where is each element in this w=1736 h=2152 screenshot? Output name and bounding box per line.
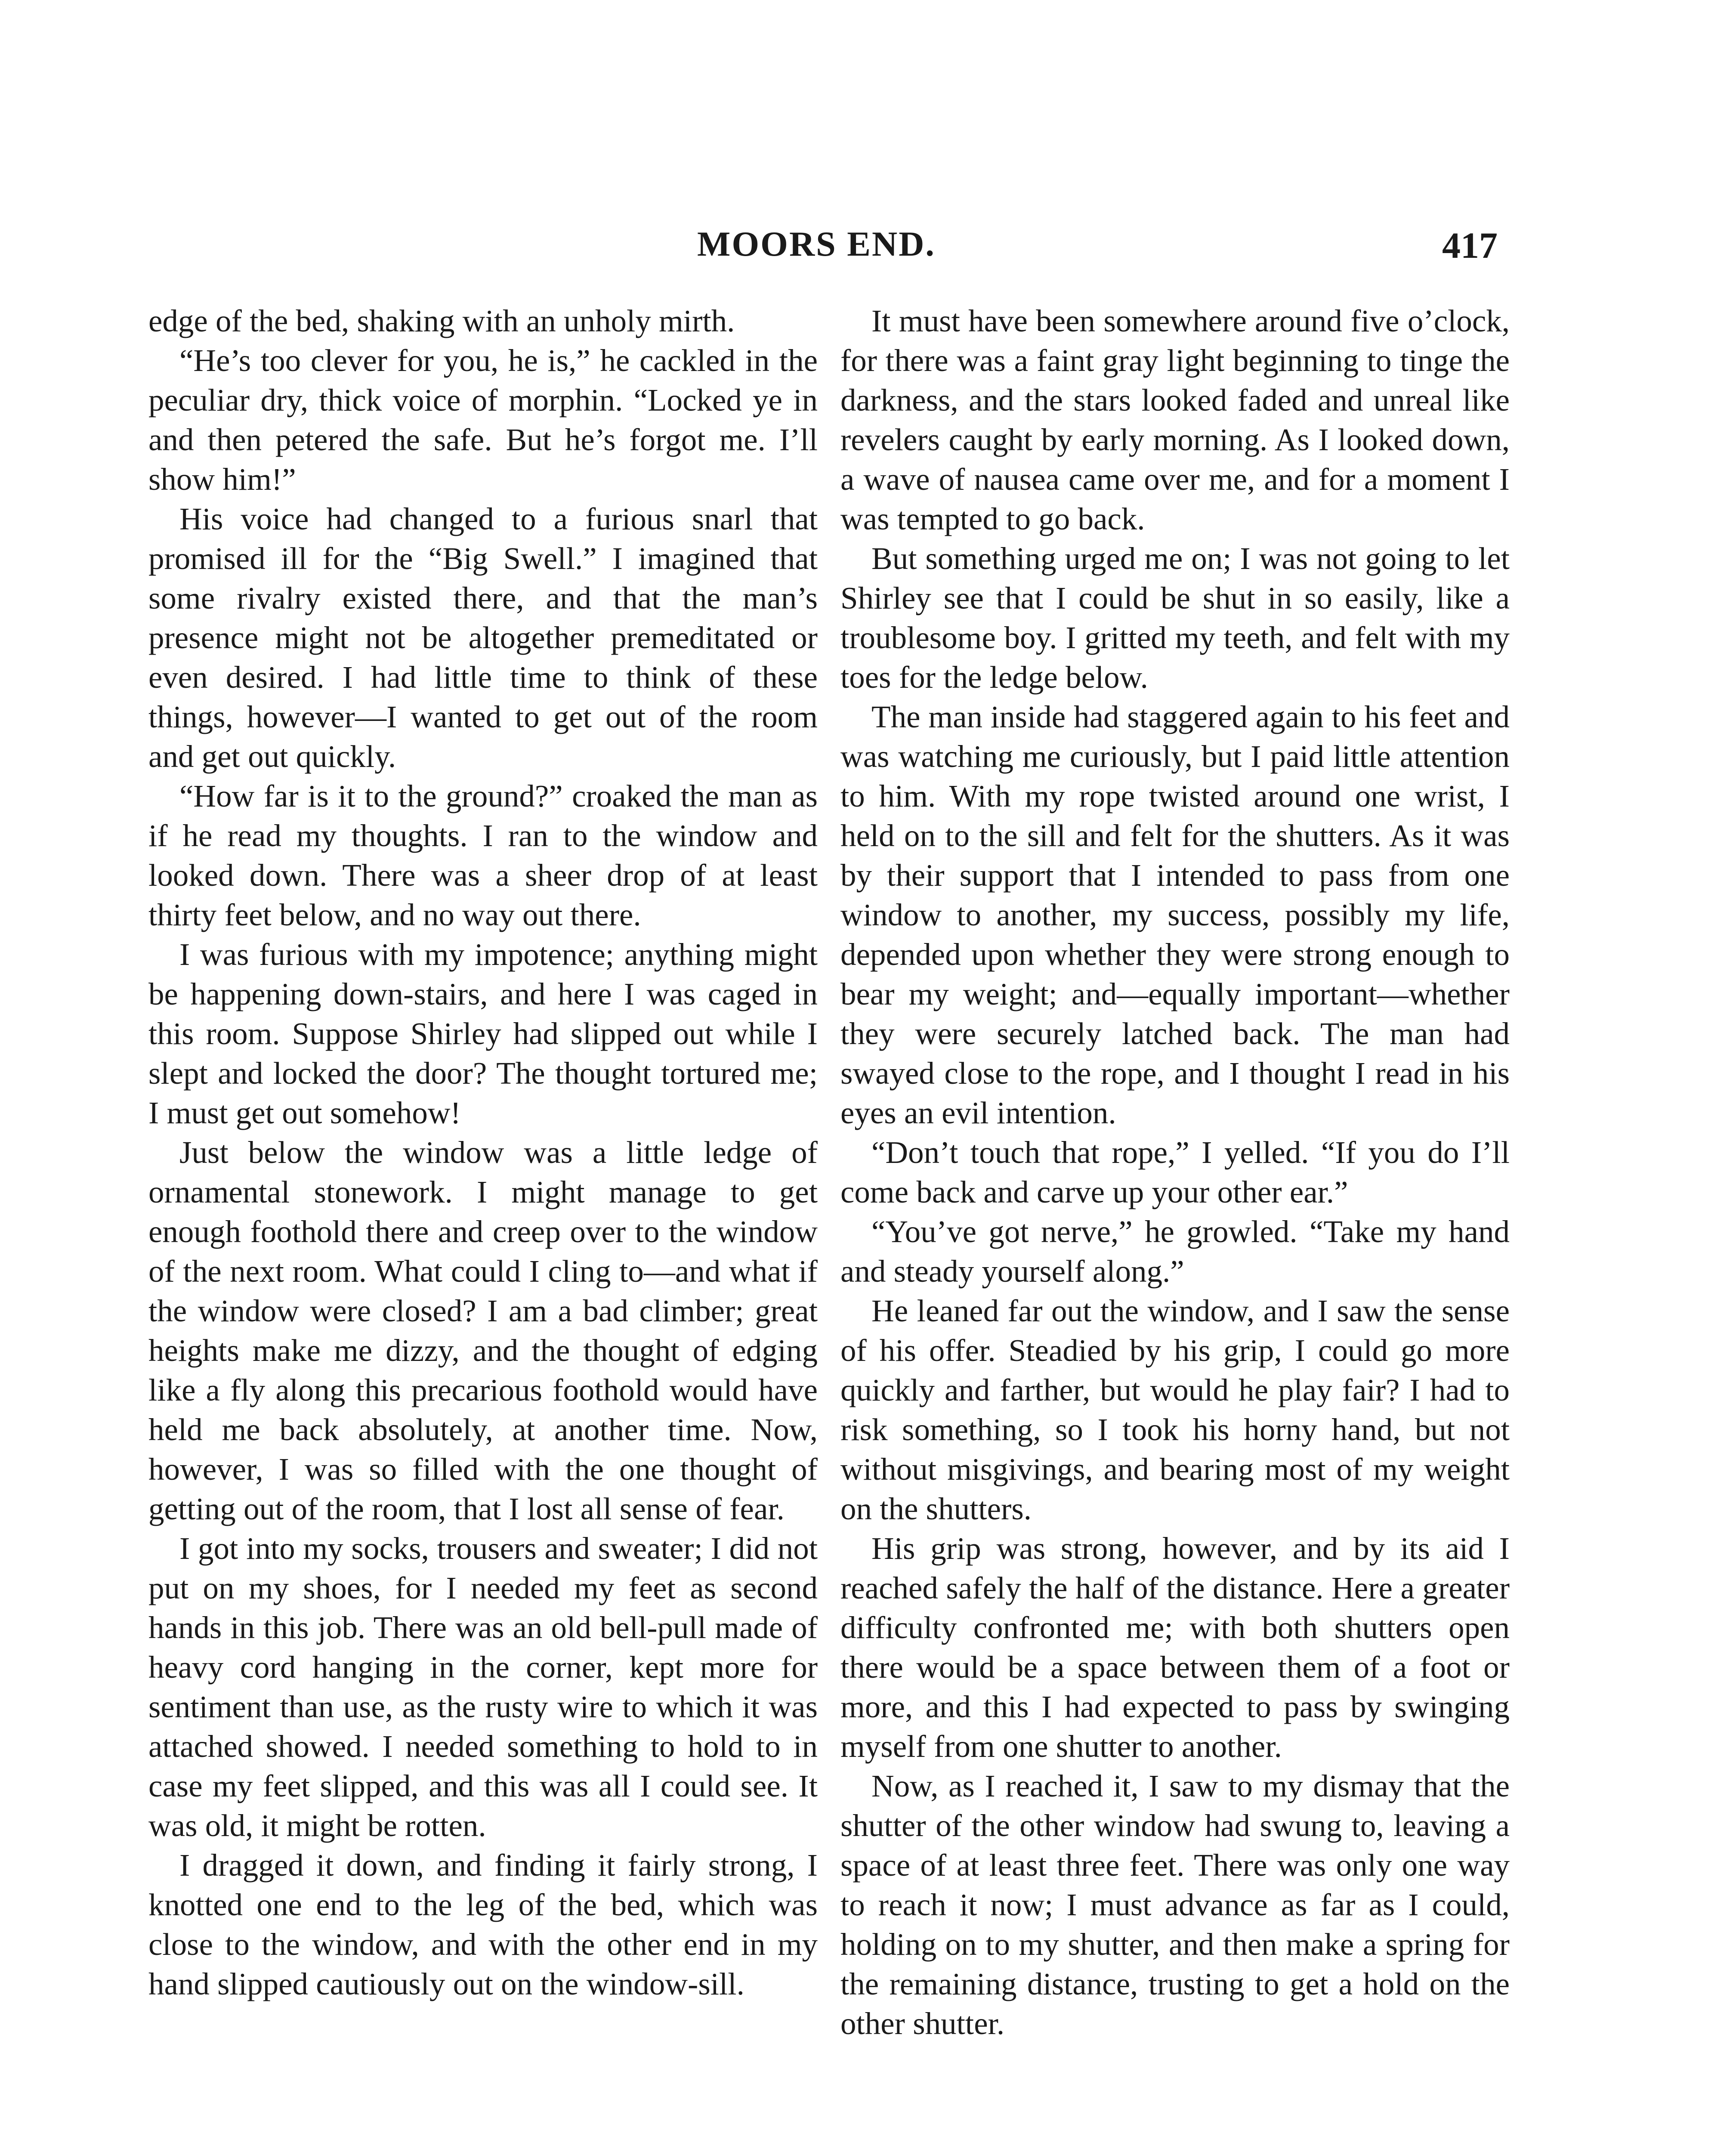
paragraph: “He’s too clever for you, he is,” he cackled in the peculiar dry, thick voice of morphin. “Locked ye in and then petered the safe. But he’s forgot me. I’ll show him!” [148, 343, 818, 497]
page-number: 417 [1442, 225, 1498, 266]
right-column [840, 301, 1510, 2152]
paragraph: His grip was strong, however, and by its aid I reached safely the half of the distance. Here a greater difficulty confronted me; with both shutters open there would be a space between them of a foot or more, and this I had expected to pass by swinging myself from one shutter to another. [840, 1531, 1510, 1764]
left-column [148, 301, 818, 2152]
paragraph: But something urged me on; I was not going to let Shirley see that I could be shut in so easily, like a troublesome boy. I gritted my teeth, and felt with my toes for the ledge below. [840, 541, 1510, 695]
paragraph: I was furious with my impotence; anything might be happening down-stairs, and here I was caged in this room. Suppose Shirley had slipped out while I slept and locked the door? The thought tortured me; I must get out somehow! [148, 937, 818, 1130]
page-header [142, 224, 1498, 271]
paragraph: Now, as I reached it, I saw to my dismay that the shutter of the other window had swung to, leaving a space of at least three feet. There was only one way to reach it now; I must advance as far as I could, holding on to my shutter, and then make a spring for the remaining distance, trusting to get a hold on the other shutter. [840, 1769, 1510, 2041]
paragraph: His voice had changed to a furious snarl that promised ill for the “Big Swell.” I imagined that some rivalry existed there, and that the man’s presence might not be altogether premeditated or even desired. I had little time to think of these things, however—I wanted to get out of the room and get out quickly. [148, 501, 818, 774]
paragraph: I dragged it down, and finding it fairly strong, I knotted one end to the leg of the bed, which was close to the window, and with the other end in my hand slipped cautiously out on the window-sill. [148, 1848, 818, 2001]
paragraph: “You’ve got nerve,” he growled. “Take my hand and steady yourself along.” [840, 1214, 1510, 1289]
paragraph: Just below the window was a little ledge of ornamental stonework. I might manage to get enough foothold there and creep over to the window of the next room. What could I cling to—and what if the window were closed? I am a bad climber; great heights make me dizzy, and the thought of edging like a fly along this precarious foothold would have held me back absolutely, at another time. Now, however, I was so filled with the one thought of getting out of the room, that I lost all sense of fear. [148, 1135, 818, 1526]
paragraph: He leaned far out the window, and I saw the sense of his offer. Steadied by his grip, I could go more quickly and farther, but would he play fair? I had to risk something, so I took his horny hand, but not without misgivings, and bearing most of my weight on the shutters. [840, 1293, 1510, 1526]
paragraph: edge of the bed, shaking with an unholy mirth. [148, 303, 735, 338]
paragraph: It must have been somewhere around five o’clock, for there was a faint gray light beginning to tinge the darkness, and the stars looked faded and unreal like revelers caught by early morning. As I looked down, a wave of nausea came over me, and for a moment I was tempted to go back. [840, 303, 1510, 536]
paragraph: “Don’t touch that rope,” I yelled. “If you do I’ll come back and carve up your other ear.” [840, 1135, 1510, 1209]
paragraph: “How far is it to the ground?” croaked the man as if he read my thoughts. I ran to the window and looked down. There was a sheer drop of at least thirty feet below, and no way out there. [148, 779, 818, 932]
paragraph: I got into my socks, trousers and sweater; I did not put on my shoes, for I needed my feet as second hands in this job. There was an old bell-pull made of heavy cord hanging in the corner, kept more for sentiment than use, as the rusty wire to which it was attached showed. I needed something to hold to in case my feet slipped, and this was all I could see. It was old, it might be rotten. [148, 1531, 818, 1843]
paragraph: The man inside had staggered again to his feet and was watching me curiously, but I paid little attention to him. With my rope twisted around one wrist, I held on to the sill and felt for the shutters. As it was by their support that I intended to pass from one window to another, my success, possibly my life, depended upon whether they were strong enough to bear my weight; and—equally important—whether they were securely latched back. The man had swayed close to the rope, and I thought I read in his eyes an evil intention. [840, 699, 1510, 1130]
running-title: MOORS END. [697, 224, 936, 263]
